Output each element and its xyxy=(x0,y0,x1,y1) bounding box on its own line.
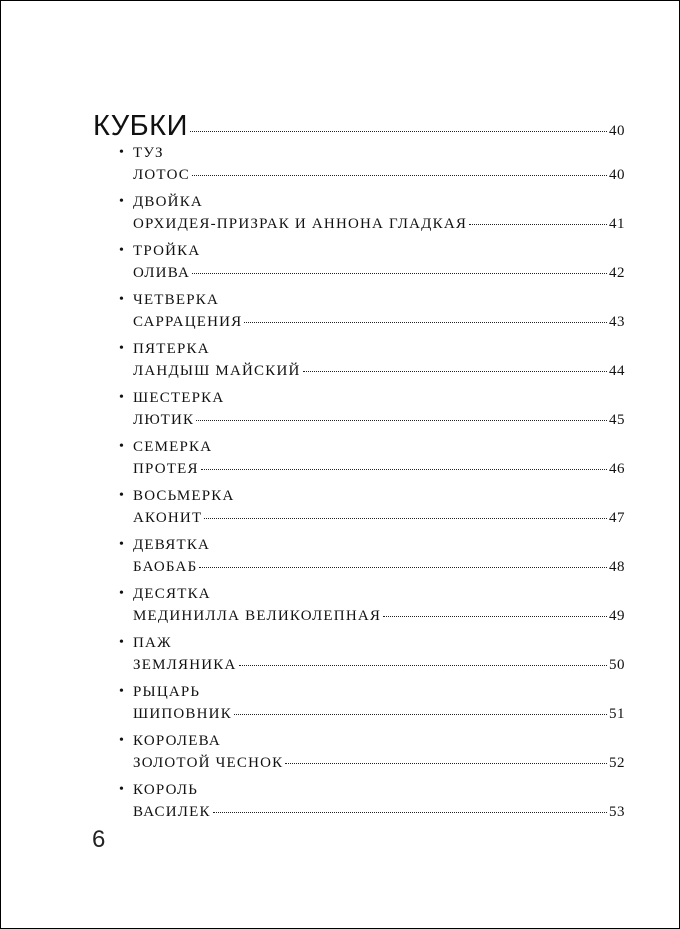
card-name-line xyxy=(115,730,625,752)
bullet-icon: • xyxy=(119,782,126,797)
entry-page-number: 41 xyxy=(609,216,625,232)
toc-entry-five[interactable] xyxy=(115,338,625,382)
plant-row xyxy=(115,801,625,823)
card-name: ДВОЙКА xyxy=(133,194,203,210)
entry-page-number: 45 xyxy=(609,412,625,428)
entry-page-number: 47 xyxy=(609,510,625,526)
toc-entry-three[interactable] xyxy=(115,240,625,284)
bullet-icon: • xyxy=(119,341,126,356)
dot-leader xyxy=(201,469,607,470)
bullet-icon: • xyxy=(119,390,126,405)
card-name: ПАЖ xyxy=(133,635,172,651)
dot-leader xyxy=(204,518,607,519)
plant-name: ОРХИДЕЯ-ПРИЗРАК И АННОНА ГЛАДКАЯ xyxy=(133,216,468,232)
card-name: ПЯТЕРКА xyxy=(133,341,210,357)
bullet-icon: • xyxy=(119,145,126,160)
card-name-line xyxy=(115,338,625,360)
bullet-icon: • xyxy=(119,635,126,650)
plant-name: АКОНИТ xyxy=(133,510,203,526)
plant-name: ВАСИЛЕК xyxy=(133,804,211,820)
card-name: ТУЗ xyxy=(133,145,164,161)
card-name-line xyxy=(115,534,625,556)
plant-row xyxy=(115,311,625,333)
plant-name: ЛАНДЫШ МАЙСКИЙ xyxy=(133,363,301,379)
entry-page-number: 43 xyxy=(609,314,625,330)
toc-entry-king[interactable] xyxy=(115,779,625,823)
plant-name: БАОБАБ xyxy=(133,559,198,575)
section-heading-row[interactable] xyxy=(93,110,625,142)
bullet-icon: • xyxy=(119,292,126,307)
card-name: ДЕВЯТКА xyxy=(133,537,211,553)
card-name: КОРОЛЕВА xyxy=(133,733,221,749)
bullet-icon: • xyxy=(119,537,126,552)
dot-leader xyxy=(285,763,607,764)
dot-leader xyxy=(244,322,607,323)
plant-name: ПРОТЕЯ xyxy=(133,461,199,477)
toc-entry-ten[interactable] xyxy=(115,583,625,627)
card-name-line xyxy=(115,142,625,164)
card-name: ЧЕТВЕРКА xyxy=(133,292,220,308)
card-name: СЕМЕРКА xyxy=(133,439,213,455)
plant-name: ЛОТОС xyxy=(133,167,190,183)
plant-row xyxy=(115,409,625,431)
card-name-line xyxy=(115,240,625,262)
dot-leader xyxy=(213,812,607,813)
plant-row xyxy=(115,164,625,186)
card-name: РЫЦАРЬ xyxy=(133,684,201,700)
page-folio-number: 6 xyxy=(92,826,106,853)
plant-row xyxy=(115,605,625,627)
toc-entry-knight[interactable] xyxy=(115,681,625,725)
card-name: ШЕСТЕРКА xyxy=(133,390,225,406)
entry-page-number: 48 xyxy=(609,559,625,575)
toc-entry-ace[interactable] xyxy=(115,142,625,186)
entry-page-number: 42 xyxy=(609,265,625,281)
bullet-icon: • xyxy=(119,684,126,699)
plant-name: ЛЮТИК xyxy=(133,412,195,428)
card-name-line xyxy=(115,681,625,703)
dot-leader xyxy=(469,224,607,225)
card-name-line xyxy=(115,779,625,801)
entry-page-number: 51 xyxy=(609,706,625,722)
plant-name: ШИПОВНИК xyxy=(133,706,232,722)
card-name-line xyxy=(115,387,625,409)
card-name: ВОСЬМЕРКА xyxy=(133,488,235,504)
card-name-line xyxy=(115,485,625,507)
card-name-line xyxy=(115,436,625,458)
plant-row xyxy=(115,752,625,774)
dot-leader xyxy=(192,175,607,176)
table-of-contents xyxy=(93,110,625,820)
entry-page-number: 53 xyxy=(609,804,625,820)
bullet-icon: • xyxy=(119,488,126,503)
dot-leader xyxy=(239,665,608,666)
plant-row xyxy=(115,507,625,529)
dot-leader xyxy=(190,131,607,132)
card-name: КОРОЛЬ xyxy=(133,782,199,798)
plant-name: ЗЕМЛЯНИКА xyxy=(133,657,237,673)
entry-page-number: 44 xyxy=(609,363,625,379)
entry-page-number: 52 xyxy=(609,755,625,771)
plant-name: ЗОЛОТОЙ ЧЕСНОК xyxy=(133,755,284,771)
card-name-line xyxy=(115,289,625,311)
section-page-number: 40 xyxy=(609,123,625,139)
toc-entry-eight[interactable] xyxy=(115,485,625,529)
card-name-line xyxy=(115,632,625,654)
entry-page-number: 50 xyxy=(609,657,625,673)
card-name: ТРОЙКА xyxy=(133,243,201,259)
dot-leader xyxy=(234,714,607,715)
dot-leader xyxy=(383,616,607,617)
plant-row xyxy=(115,262,625,284)
plant-row xyxy=(115,654,625,676)
dot-leader xyxy=(192,273,607,274)
plant-row xyxy=(115,360,625,382)
card-name-line xyxy=(115,583,625,605)
dot-leader xyxy=(199,567,607,568)
plant-row xyxy=(115,703,625,725)
toc-entry-two[interactable] xyxy=(115,191,625,235)
section-title: КУБКИ xyxy=(93,110,188,142)
plant-row xyxy=(115,458,625,480)
plant-name: ОЛИВА xyxy=(133,265,190,281)
plant-name: САРРАЦЕНИЯ xyxy=(133,314,243,330)
bullet-icon: • xyxy=(119,586,126,601)
plant-name: МЕДИНИЛЛА ВЕЛИКОЛЕПНАЯ xyxy=(133,608,382,624)
card-name-line xyxy=(115,191,625,213)
bullet-icon: • xyxy=(119,194,126,209)
dot-leader xyxy=(196,420,607,421)
toc-entry-seven[interactable] xyxy=(115,436,625,480)
toc-entry-nine[interactable] xyxy=(115,534,625,578)
card-name: ДЕСЯТКА xyxy=(133,586,211,602)
toc-entry-six[interactable] xyxy=(115,387,625,431)
dot-leader xyxy=(303,371,607,372)
plant-row xyxy=(115,556,625,578)
toc-entry-page[interactable] xyxy=(115,632,625,676)
plant-row xyxy=(115,213,625,235)
bullet-icon: • xyxy=(119,733,126,748)
bullet-icon: • xyxy=(119,243,126,258)
toc-entry-queen[interactable] xyxy=(115,730,625,774)
entry-page-number: 40 xyxy=(609,167,625,183)
entry-page-number: 49 xyxy=(609,608,625,624)
toc-entry-four[interactable] xyxy=(115,289,625,333)
entry-page-number: 46 xyxy=(609,461,625,477)
bullet-icon: • xyxy=(119,439,126,454)
